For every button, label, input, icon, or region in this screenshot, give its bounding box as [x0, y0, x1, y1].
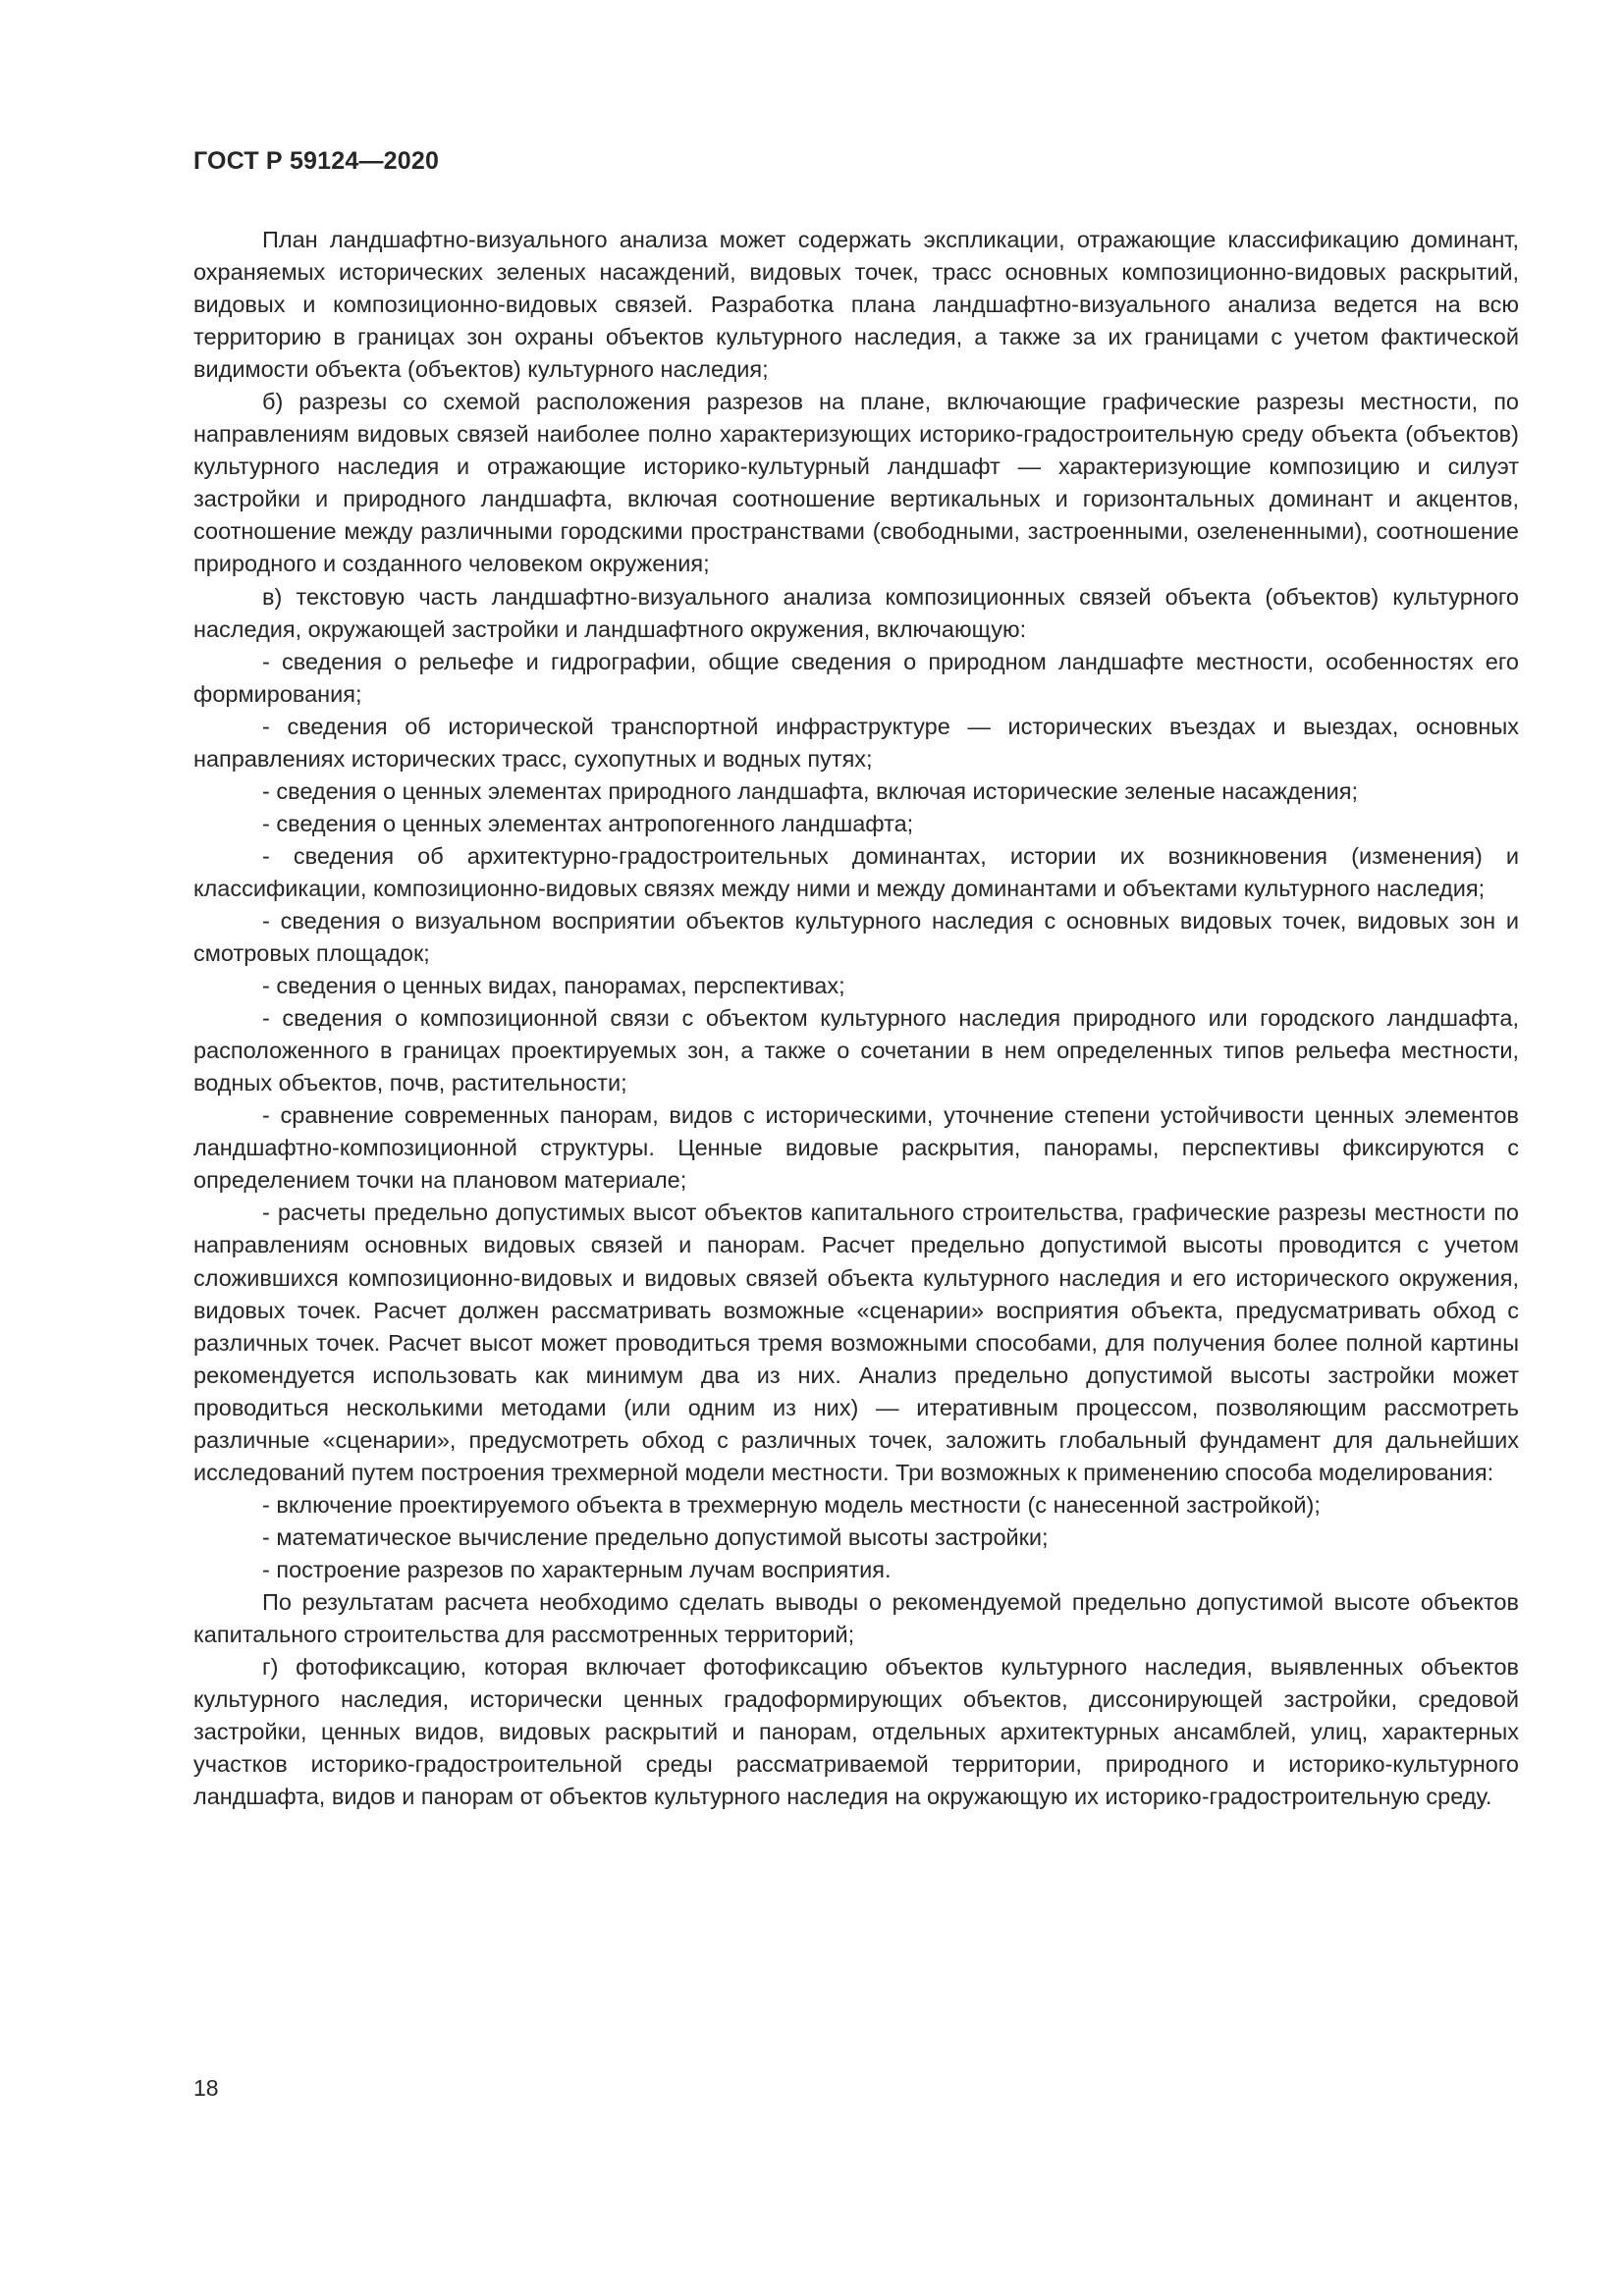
- list-item: - сведения о ценных элементах природного ландшафта, включая исторические зеленые насаждения;: [262, 777, 1359, 804]
- list-item: - построение разрезов по характерным лучам восприятия.: [262, 1556, 892, 1582]
- list-item: - сведения о рельефе и гидрографии, общие сведения о природном ландшафте местности, особенностях его формирования;: [193, 648, 1519, 707]
- list-item: - сведения об исторической транспортной инфраструктуре — исторических въездах и выездах, основных направлениях исторических трасс, сухопутных и водных путях;: [193, 713, 1519, 772]
- list-item: - сведения о композиционной связи с объектом культурного наследия природного или городского ландшафта, расположенного в границах проектируемых зон, а также о сочетании в нем определенных типов рельефа местности, водных объектов, почв, растительности;: [193, 1005, 1519, 1096]
- list-item: - сведения об архитектурно-градостроительных доминантах, истории их возникновения (изменения) и классификации, композиционно-видовых связях между ними и между доминантами и объектами культурного наследия;: [193, 842, 1519, 901]
- body-text: [193, 224, 1519, 1813]
- paragraph-item-g-photofixation: г) фотофиксацию, которая включает фотофиксацию объектов культурного наследия, выявленных объектов культурного наследия, исторически ценных градоформирующих объектов, диссонирующей застройки, средовой застройки, ценных видов, видовых раскрытий и панорам, отдельных архитектурных ансамблей, улиц, характерных участков историко-градостроительной среды рассматриваемой территории, природного и историко-культурного ландшафта, видов и панорам от объектов культурного наследия на окружающую их историко-градостроительную среду.: [193, 1654, 1519, 1810]
- paragraph-item-v-text-part: в) текстовую часть ландшафтно-визуального анализа композиционных связей объекта (объектов) культурного наследия, окружающей застройки и ландшафтного окружения, включающую:: [193, 583, 1519, 642]
- list-item: - сведения о ценных видах, панорамах, перспективах;: [262, 973, 845, 999]
- page-number: 18: [193, 2075, 219, 2101]
- list-item: - расчеты предельно допустимых высот объектов капитального строительства, графические разрезы местности по направлениям основных видовых связей и панорам. Расчет предельно допустимой высоты проводится с учетом сложившихся композиционно-видовых и видовых связей объекта культурного наследия и его исторического окружения, видовых точек. Расчет должен рассматривать возможные «сценарии» восприятия объекта, предусматривать обход с различных точек. Расчет высот может проводиться тремя возможными способами, для получения более полной картины рекомендуется использовать как минимум два из них. Анализ предельно допустимой высоты застройки может проводиться несколькими методами (или одним из них) — итеративным процессом, позволяющим рассмотреть различные «сценарии», предусмотреть обход с различных точек, заложить глобальный фундамент для дальнейших исследований путем построения трехмерной модели местности. Три возможных к применению способа моделирования:: [193, 1200, 1519, 1485]
- paragraph-landscape-plan: План ландшафтно-визуального анализа может содержать экспликации, отражающие классификацию доминант, охраняемых исторических зеленых насаждений, видовых точек, трасс основных композиционно-видовых раскрытий, видовых и композиционно-видовых связей. Разработка плана ландшафтно-визуального анализа ведется на всю территорию в границах зон охраны объектов культурного наследия, а также за их границами с учетом фактической видимости объекта (объектов) культурного наследия;: [193, 227, 1519, 383]
- list-item: - сравнение современных панорам, видов с историческими, уточнение степени устойчивости ценных элементов ландшафтно-композиционной структуры. Ценные видовые раскрытия, панорамы, перспективы фиксируются с определением точки на плановом материале;: [193, 1102, 1519, 1194]
- paragraph-calculation-conclusion: По результатам расчета необходимо сделать выводы о рекомендуемой предельно допустимой высоте объектов капитального строительства для рассмотренных территорий;: [193, 1588, 1519, 1648]
- list-item: - сведения о ценных элементах антропогенного ландшафта;: [262, 810, 914, 836]
- list-item: - математическое вычисление предельно допустимой высоты застройки;: [262, 1523, 1049, 1550]
- list-item: - сведения о визуальном восприятии объектов культурного наследия с основных видовых точек, видовых зон и смотровых площадок;: [193, 907, 1519, 967]
- document-code-header: ГОСТ Р 59124—2020: [193, 147, 440, 175]
- paragraph-item-b-sections: б) разрезы со схемой расположения разрезов на плане, включающие графические разрезы местности, по направлениям видовых связей наиболее полно характеризующих историко-градостроительную среду объекта (объектов) культурного наследия и отражающие историко-культурный ландшафт — характеризующие композицию и силуэт застройки и природного ландшафта, включая соотношение вертикальных и горизонтальных доминант и акцентов, соотношение между различными городскими пространствами (свободными, застроенными, озелененными), соотношение природного и созданного человеком окружения;: [193, 389, 1519, 577]
- list-item: - включение проектируемого объекта в трехмерную модель местности (с нанесенной застройкой);: [262, 1491, 1321, 1518]
